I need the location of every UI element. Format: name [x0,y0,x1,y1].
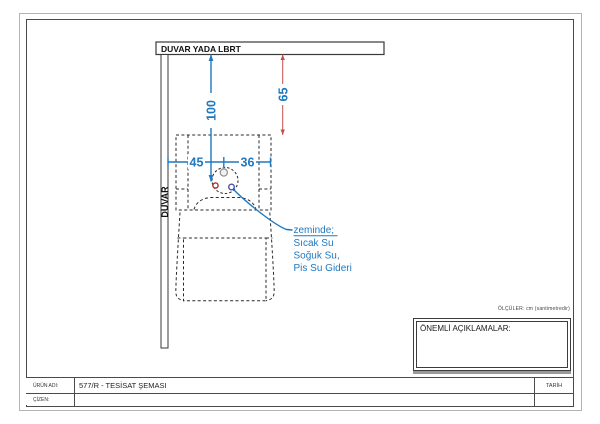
dimension-36-label: 36 [240,155,255,170]
drawn-by-label: ÇİZEN: [26,394,75,406]
callout-title: zeminde; [293,225,335,236]
top-wall-bar [156,42,384,55]
title-block-row-drawnby [26,394,573,406]
date-value [535,394,573,406]
floor-connections-callout [294,225,352,274]
dimension-65-label: 65 [276,87,291,102]
dimension-65 [276,55,290,136]
dimension-45-label: 45 [189,155,204,170]
title-block-row-product [26,378,573,394]
cold-water-point [229,184,235,190]
top-wall-bar-label: DUVAR YADA LBRT [161,43,241,54]
callout-line-drain: Pis Su Gideri [293,262,352,274]
drain-symbol [220,169,227,176]
important-notes-title: ÖNEMLİ AÇIKLAMALAR: [420,324,511,333]
callout-line-hot: Sıcak Su [293,237,334,249]
date-label: TARİH [545,382,563,389]
units-note: ÖLÇÜLER: cm (santimetredir) [497,306,570,312]
hot-water-point [213,183,218,188]
product-name-value: 577/R - TESİSAT ŞEMASI [75,378,535,393]
important-notes-inner-frame [416,321,568,368]
title-block [26,377,573,405]
dimension-horizontal [168,154,271,170]
callout-leader-line [234,190,293,231]
left-wall [160,55,170,349]
dimension-100-label: 100 [204,100,219,121]
product-name-label: ÜRÜN ADI: [26,378,75,393]
important-notes-box [413,318,571,371]
toilet-base-outline [176,213,274,301]
callout-line-cold: Soğuk Su, [293,250,340,262]
drawn-by-value [75,394,535,406]
left-wall-label: DUVAR [159,186,170,218]
